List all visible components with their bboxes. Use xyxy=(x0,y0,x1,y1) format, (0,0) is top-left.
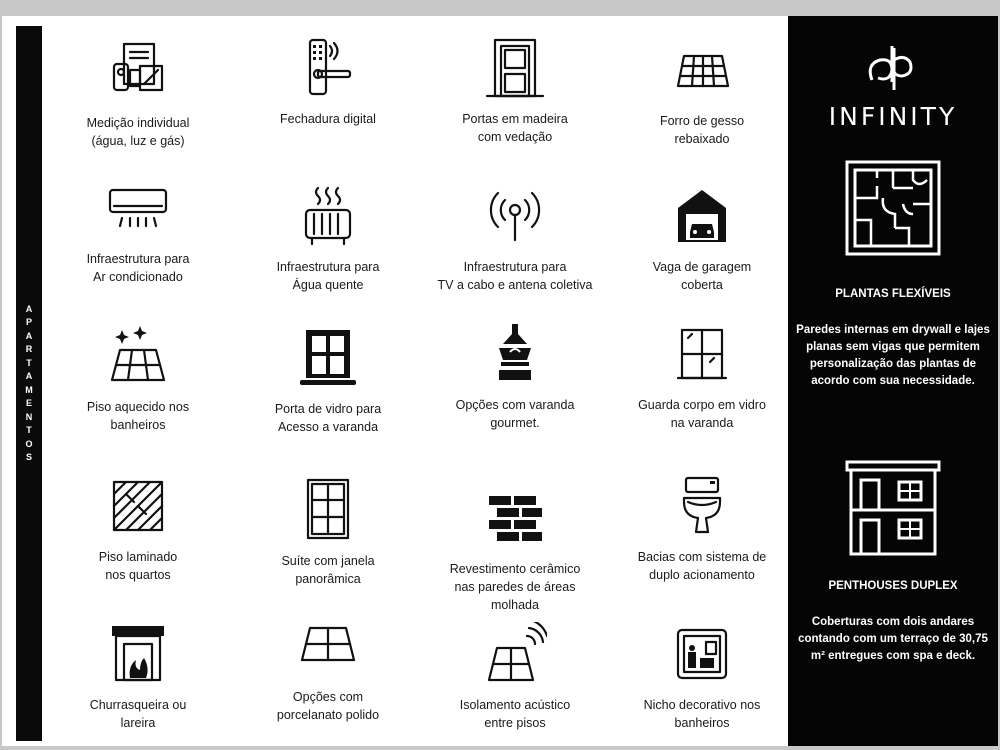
feature-label: Porta de vidro para Acesso a varanda xyxy=(274,402,382,434)
feature-item xyxy=(48,324,228,434)
brand-name: INFINITY xyxy=(828,102,958,131)
niche-icon xyxy=(670,622,734,686)
feature-label: Opções com porcelanato polido xyxy=(276,690,380,722)
feature-label: Fechadura digital xyxy=(280,112,376,126)
side-label: APARTAMENTOS xyxy=(25,303,33,462)
feature-item xyxy=(612,322,792,432)
feature-item xyxy=(612,38,792,148)
feature-item xyxy=(425,622,605,732)
feature-label: Infraestrutura para TV a cabo e antena coletiva xyxy=(437,260,593,292)
feature-label: Suíte com janela panorâmica xyxy=(281,554,375,586)
toilet-icon xyxy=(670,474,734,538)
highlights-panel xyxy=(788,16,998,746)
antenna-icon xyxy=(483,184,547,248)
bricks-icon xyxy=(483,486,547,550)
heated-floor-icon xyxy=(106,324,170,388)
ceiling-icon xyxy=(670,38,734,102)
feature-label: Bacias com sistema de duplo acionamento xyxy=(637,550,767,582)
feature-label: Opções com varanda gourmet. xyxy=(455,398,575,430)
tile-floor-icon xyxy=(296,614,360,678)
glass-railing-icon xyxy=(670,322,734,386)
door-icon xyxy=(483,36,547,100)
window-icon xyxy=(296,478,360,542)
feature-item xyxy=(48,622,228,732)
garage-icon xyxy=(670,184,734,248)
feature-item xyxy=(48,40,228,150)
flexible-title: PLANTAS FLEXÍVEIS xyxy=(835,288,951,300)
feature-item xyxy=(425,184,605,294)
feature-item xyxy=(612,184,792,294)
dp-monogram-icon xyxy=(788,38,998,98)
laminate-floor-icon xyxy=(106,474,170,538)
feature-label: Isolamento acústico entre pisos xyxy=(459,698,571,730)
feature-item xyxy=(238,326,418,436)
feature-label: Medição individual (água, luz e gás) xyxy=(86,116,190,148)
feature-item xyxy=(238,184,418,294)
feature-item xyxy=(238,478,418,588)
grill-hood-icon xyxy=(483,322,547,386)
side-strip xyxy=(16,26,42,741)
duplex-house-icon xyxy=(843,458,943,558)
acoustic-floor-icon xyxy=(483,622,547,686)
feature-label: Forro de gesso rebaixado xyxy=(659,114,745,146)
feature-label: Infraestrutura para Ar condicionado xyxy=(86,252,190,284)
feature-item xyxy=(48,176,228,286)
flexible-description: Paredes internas em drywall e lajes planas sem vigas que permitem personalização das plantas de acordo com sua necessidade. xyxy=(796,324,990,387)
feature-item xyxy=(238,36,418,128)
features-grid xyxy=(42,16,790,746)
feature-item xyxy=(425,322,605,432)
feature-item xyxy=(238,614,418,724)
feature-item xyxy=(612,622,792,732)
feature-label: Infraestrutura para Água quente xyxy=(276,260,380,292)
feature-label: Churrasqueira ou lareira xyxy=(89,698,187,730)
fireplace-icon xyxy=(106,622,170,686)
feature-item xyxy=(612,474,792,584)
penthouse-description: Coberturas com dois andares contando com um terraço de 30,75 m² entregues com spa e deck. xyxy=(798,616,988,662)
meter-icon xyxy=(106,40,170,104)
heater-icon xyxy=(296,184,360,248)
feature-label: Vaga de garagem coberta xyxy=(652,260,752,292)
feature-item xyxy=(425,486,605,614)
feature-label: Nicho decorativo nos banheiros xyxy=(643,698,761,730)
feature-label: Piso laminado nos quartos xyxy=(98,550,178,582)
digital-lock-icon xyxy=(296,36,360,100)
feature-label: Revestimento cerâmico nas paredes de áreas molhada xyxy=(449,562,581,612)
feature-label: Guarda corpo em vidro na varanda xyxy=(638,398,766,430)
feature-label: Portas em madeira com vedação xyxy=(462,112,568,144)
glass-door-icon xyxy=(296,326,360,390)
feature-item xyxy=(425,36,605,146)
floor-plan-icon xyxy=(843,158,943,258)
penthouse-title: PENTHOUSES DUPLEX xyxy=(828,580,958,592)
air-conditioner-icon xyxy=(106,176,170,240)
feature-item xyxy=(48,474,228,584)
feature-label: Piso aquecido nos banheiros xyxy=(86,400,190,432)
